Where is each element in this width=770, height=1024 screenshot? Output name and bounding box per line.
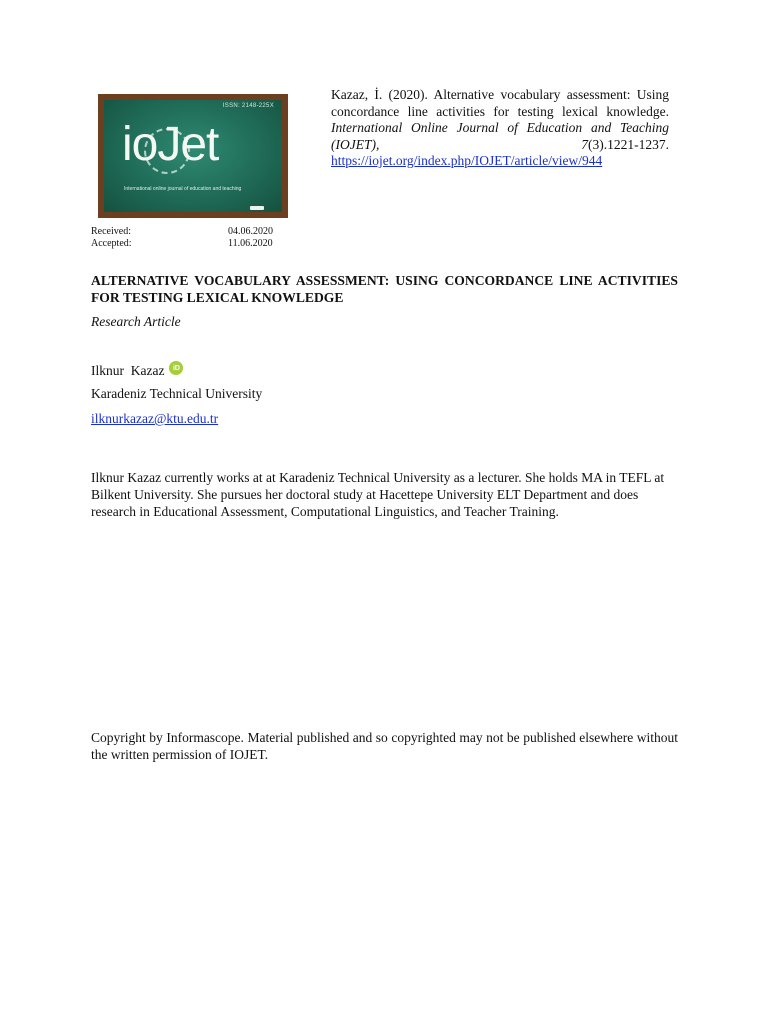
author-affiliation: Karadeniz Technical University bbox=[91, 386, 263, 401]
article-type: Research Article bbox=[91, 314, 181, 329]
citation-link[interactable]: https://iojet.org/index.php/IOJET/article/view/944 bbox=[331, 153, 603, 168]
logo-wordmark: ioJet bbox=[122, 118, 219, 171]
accepted-label: Accepted: bbox=[91, 238, 132, 249]
chalk-icon bbox=[250, 206, 264, 210]
article-title: ALTERNATIVE VOCABULARY ASSESSMENT: USING CONCORDANCE LINE ACTIVITIES FOR TESTING LEXICAL KNOWLEDGE bbox=[91, 273, 678, 305]
journal-logo bbox=[98, 94, 288, 218]
author-email-link[interactable]: ilknurkazaz@ktu.edu.tr bbox=[91, 411, 219, 426]
logo-issn: ISSN: 2148-225X bbox=[222, 103, 274, 109]
citation-volume: 7 bbox=[379, 136, 588, 152]
citation-text: Kazaz, İ. (2020). Alternative vocabulary assessment: Using concordance line activities for testing lexical knowledge. bbox=[331, 87, 669, 119]
citation-pages: (3).1221-1237. bbox=[588, 136, 669, 152]
logo-tagline: International online journal of education and teaching bbox=[124, 186, 242, 192]
orcid-icon[interactable]: iD bbox=[169, 361, 183, 375]
accepted-date: 11.06.2020 bbox=[228, 238, 273, 249]
received-label: Received: bbox=[91, 226, 131, 237]
author-line bbox=[91, 363, 183, 379]
received-date: 04.06.2020 bbox=[228, 226, 273, 237]
copyright-notice: Copyright by Informascope. Material published and so copyrighted may not be published elsewhere without the written permission of IOJET. bbox=[91, 730, 678, 762]
citation bbox=[331, 87, 669, 170]
author-bio: Ilknur Kazaz currently works at at Karadeniz Technical University as a lecturer. She holds MA in TEFL at Bilkent University. She pursues her doctoral study at Hacettepe University ELT Department and does research in Educational Assessment, Computational Linguistics, and Teacher Training. bbox=[91, 470, 665, 519]
citation-journal: International Online Journal of Education and Teaching (IOJET), bbox=[331, 120, 669, 152]
article-dates bbox=[91, 226, 273, 250]
author-name: Ilknur Kazaz bbox=[91, 363, 165, 378]
